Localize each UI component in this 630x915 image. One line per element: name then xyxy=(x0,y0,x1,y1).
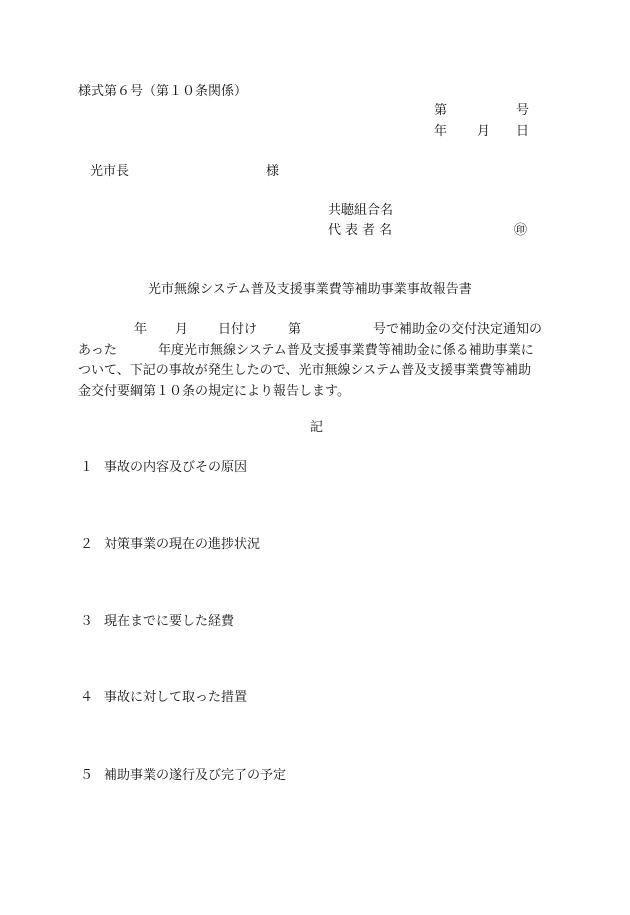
body-line-2 xyxy=(78,341,548,362)
body-line-1 xyxy=(78,320,548,341)
body-atta: あった xyxy=(78,342,117,358)
doc-number-dai: 第 xyxy=(434,103,448,118)
body-line-4 xyxy=(78,382,548,403)
addressee-honorific: 様 xyxy=(266,164,280,179)
representative-label: 代表者名 xyxy=(328,223,397,238)
seal-mark: ㊞ xyxy=(514,223,528,238)
item-number: １ xyxy=(80,460,94,475)
list-item xyxy=(80,690,247,706)
body-line4-text: 金交付要綱第１０条の規定により報告します。 xyxy=(78,383,350,399)
body-dai: 第 xyxy=(288,322,302,337)
item-number: ３ xyxy=(80,614,94,629)
item-label: 現在までに要した経費 xyxy=(104,614,235,629)
date-year: 年 xyxy=(434,124,448,139)
body-line-3 xyxy=(78,361,548,382)
body-paragraph xyxy=(78,320,548,402)
item-number: ２ xyxy=(80,537,94,552)
coop-name-label: 共聴組合名 xyxy=(328,203,394,218)
document-title: 光市無線システム普及支援事業費等補助事業事故報告書 xyxy=(148,282,472,297)
doc-number-go: 号 xyxy=(516,103,530,118)
item-number: ５ xyxy=(80,768,94,783)
list-item xyxy=(80,460,247,476)
date-month: 月 xyxy=(477,124,491,139)
item-number: ４ xyxy=(80,690,94,705)
body-line1-rest: 号で補助金の交付決定通知の xyxy=(373,322,543,337)
list-item xyxy=(80,614,234,630)
body-day: 日付け xyxy=(218,322,258,337)
item-label: 事故の内容及びその原因 xyxy=(104,460,248,475)
body-line3-text: ついて、下記の事故が発生したので、光市無線システム普及支援事業費等補助 xyxy=(78,363,532,378)
addressee-name: 光市長 xyxy=(90,164,130,179)
item-label: 事故に対して取った措置 xyxy=(104,690,248,705)
item-label: 補助事業の遂行及び完了の予定 xyxy=(104,768,287,783)
list-item xyxy=(80,768,286,784)
body-month: 月 xyxy=(175,322,189,337)
body-year: 年 xyxy=(134,322,148,337)
ki-heading: 記 xyxy=(310,420,324,435)
body-line2-rest: 年度光市無線システム普及支援事業費等補助金に係る補助事業に xyxy=(158,342,534,358)
date-day: 日 xyxy=(516,124,530,139)
item-label: 対策事業の現在の進捗状況 xyxy=(104,537,261,552)
list-item xyxy=(80,537,260,553)
form-number: 様式第６号（第１０条関係） xyxy=(78,84,248,99)
